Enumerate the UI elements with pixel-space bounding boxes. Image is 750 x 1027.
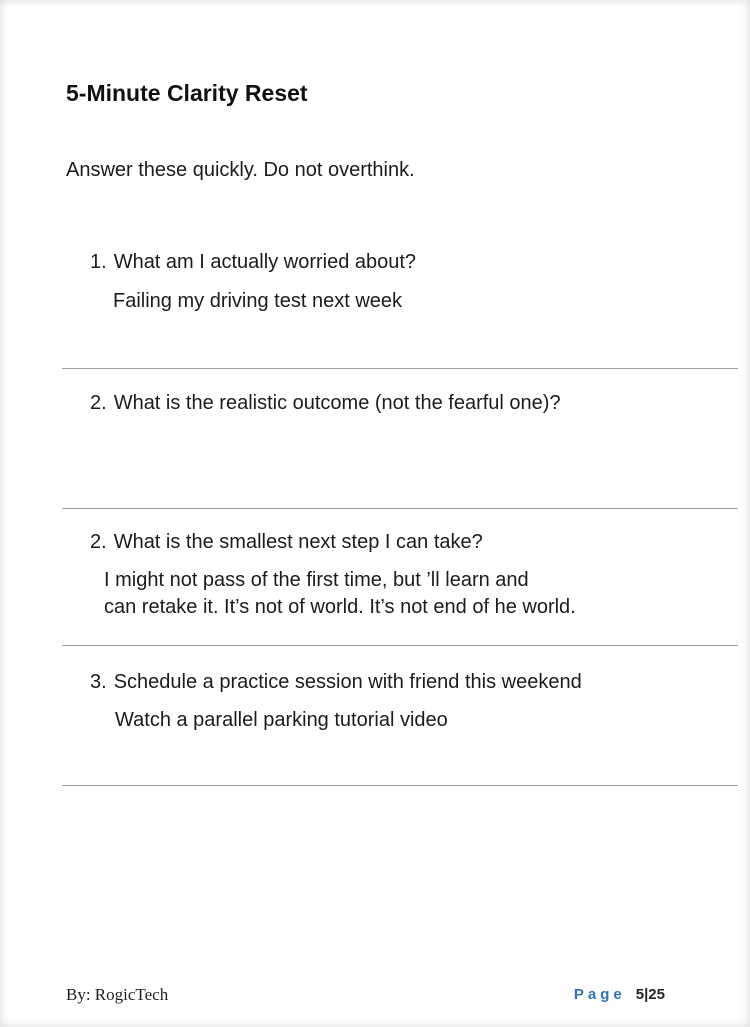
question-item-3 (90, 531, 483, 554)
divider (62, 368, 738, 369)
page-title: 5-Minute Clarity Reset (66, 80, 308, 106)
question-item-1 (90, 251, 416, 274)
question-number: 2. (90, 531, 107, 553)
divider (62, 785, 738, 786)
answer-text: Watch a parallel parking tutorial video (115, 709, 448, 731)
intro-text: Answer these quickly. Do not overthink. (66, 159, 415, 181)
question-number: 2. (90, 392, 107, 414)
page-label: Page (573, 986, 626, 1003)
page-number: 5|25 (635, 986, 665, 1003)
question-item-2 (90, 392, 561, 415)
question-text: What is the smallest next step I can take? (113, 531, 483, 553)
footer-author: By: RogicTech (66, 985, 169, 1004)
answer-text: I might not pass of the first time, but ’ll learn and (104, 569, 529, 591)
question-item-4 (90, 671, 582, 694)
answer-text: Failing my driving test next week (113, 290, 403, 312)
question-number: 1. (90, 251, 107, 273)
question-number: 3. (90, 671, 107, 693)
answer-text: can retake it. It’s not of world. It’s not end of he world. (104, 596, 576, 618)
question-text: What am I actually worried about? (113, 251, 417, 273)
divider (62, 645, 738, 646)
page-indicator (574, 986, 665, 1003)
divider (62, 508, 738, 509)
question-text: What is the realistic outcome (not the fearful one)? (113, 392, 561, 414)
question-text: Schedule a practice session with friend this weekend (113, 671, 582, 693)
